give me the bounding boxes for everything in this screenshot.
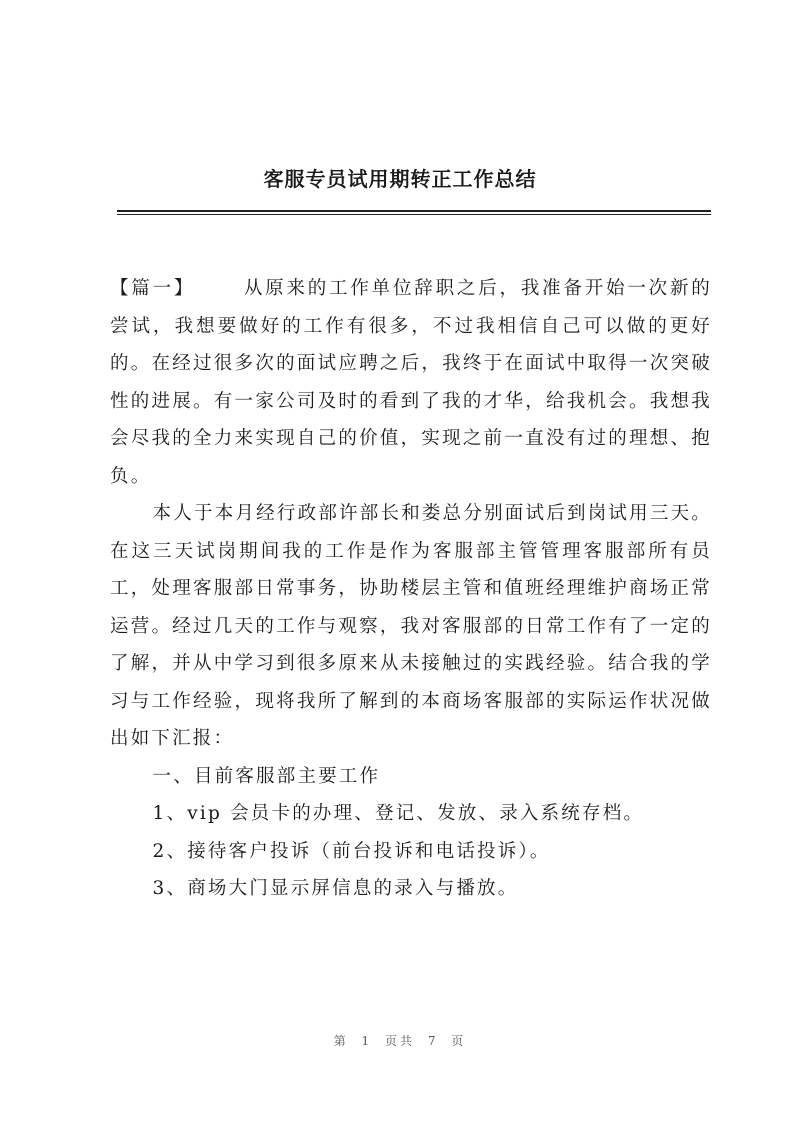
title-divider-thin <box>117 214 711 215</box>
paragraph-1-text: 从原来的工作单位辞职之后，我准备开始一次新的尝试，我想要做好的工作有很多，不过我相信自己可以做的更好的。在经过很多次的面试应聘之后，我终于在面试中取得一次突破性的进展。有一家公司及时的看到了我的才华，给我机会。我想我会尽我的全力来实现自己的价值，实现之前一直没有过的理想、抱负。 <box>110 278 712 487</box>
title-divider <box>117 210 711 212</box>
section-label: 【篇一】 <box>110 278 196 299</box>
section-heading-1: 一、目前客服部主要工作 <box>152 765 381 787</box>
list-item-3: 3、商场大门显示屏信息的录入与播放。 <box>152 878 519 899</box>
paragraph-2: 本人于本月经行政部许部长和娄总分别面试后到岗试用三天。在这三天试岗期间我的工作是作为客服部主管管理客服部所有员工，处理客服部日常事务，协助楼层主管和值班经理维护商场正常运营。经过几天的工作与观察，我对客服部的日常工作有了一定的了解，并从中学习到很多原来从未接触过的实践经验。结合我的学习与工作经验，现将我所了解到的本商场客服部的实际运作状况做出如下汇报： <box>110 503 712 749</box>
document-title: 客服专员试用期转正工作总结 <box>263 167 537 191</box>
paragraph-1 <box>110 270 712 495</box>
list-item-1: 1、vip 会员卡的办理、登记、发放、录入系统存档。 <box>152 803 645 824</box>
document-body <box>110 270 712 908</box>
page-footer: 第 1 页共 7 页 <box>333 1034 467 1048</box>
list-item-2: 2、接待客户投诉（前台投诉和电话投诉）。 <box>152 840 551 862</box>
